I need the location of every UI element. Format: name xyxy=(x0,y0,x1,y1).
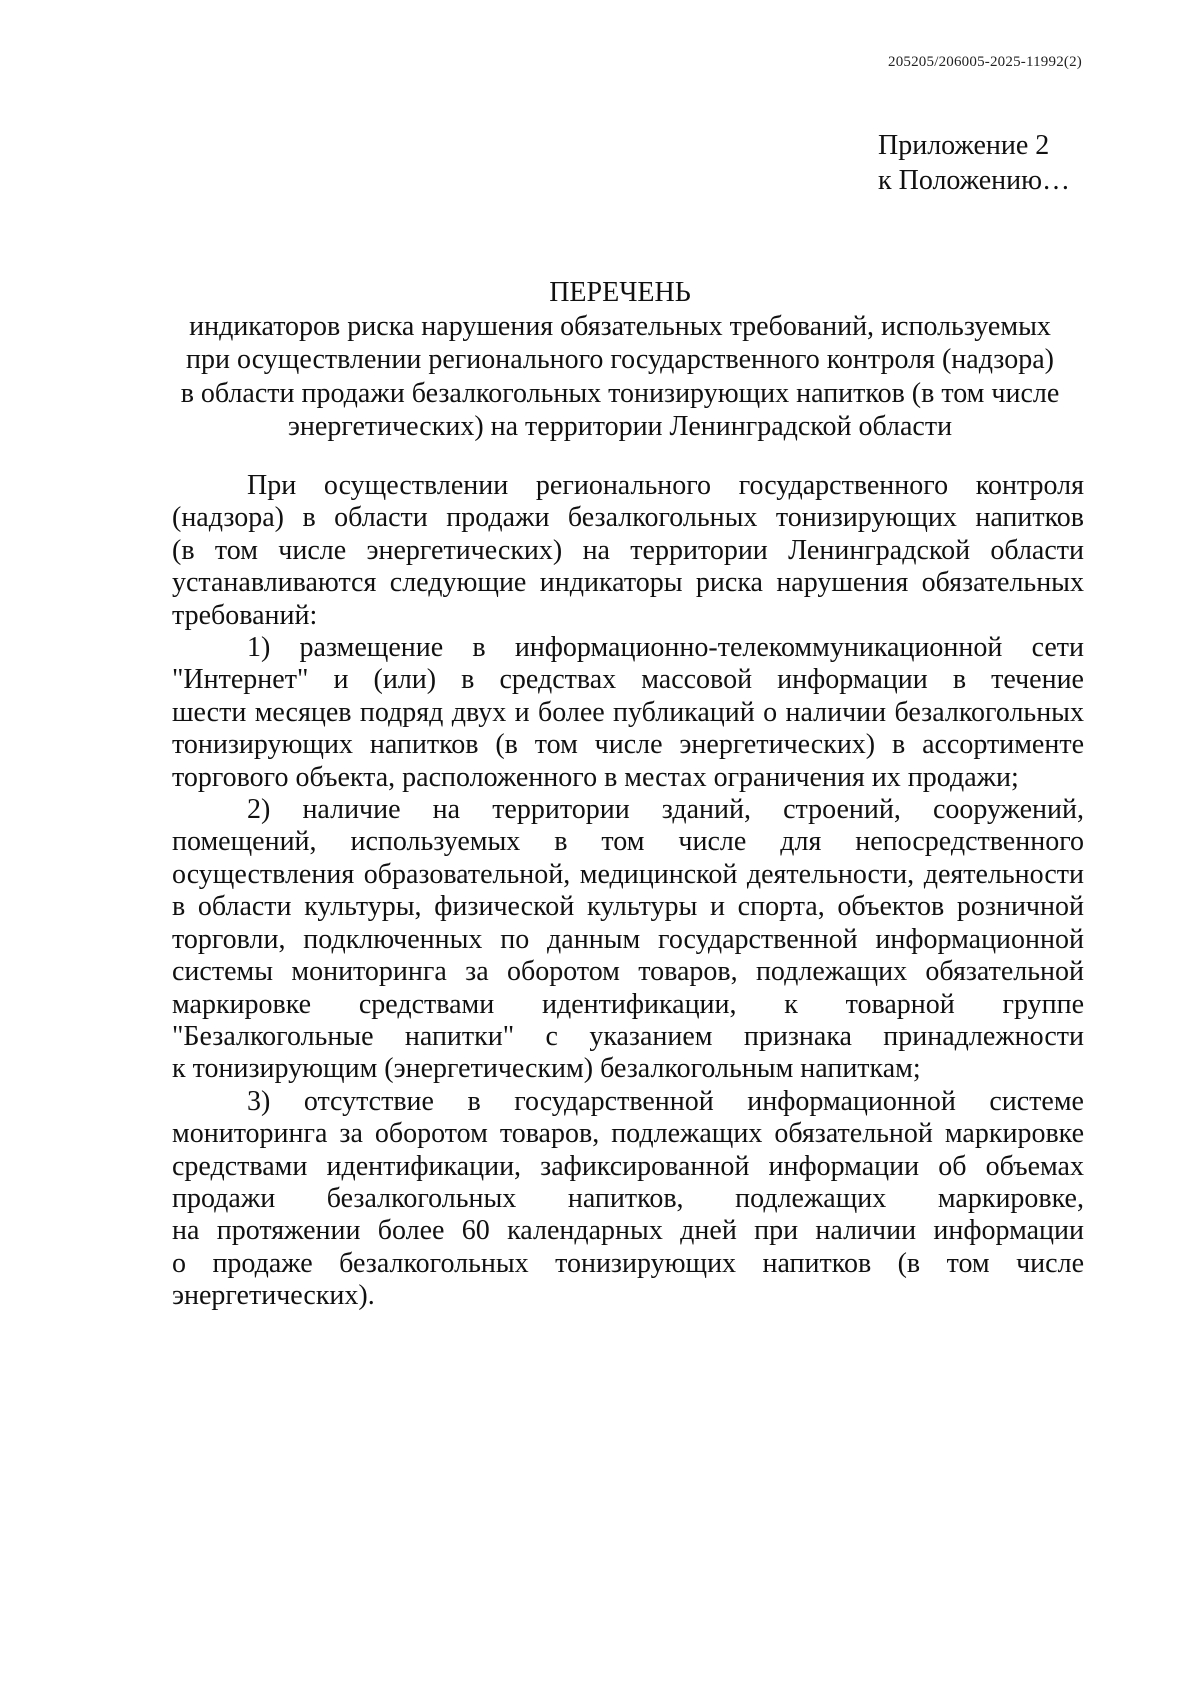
body-line: (в том числе энергетических) на территории Ленинградской области xyxy=(172,534,1084,566)
document-subtitle xyxy=(120,310,1120,444)
body-line: требований: xyxy=(172,599,318,631)
subtitle-line: энергетических) на территории Ленинградской области xyxy=(287,411,953,442)
document-body xyxy=(172,470,1084,1313)
body-line: осуществления образовательной, медицинской деятельности, деятельности xyxy=(172,858,1084,890)
body-line: 1) размещение в информационно-телекоммуникационной сети xyxy=(247,632,1084,664)
appendix-reference xyxy=(878,128,1070,198)
subtitle-line: в области продажи безалкогольных тонизирующих напитков (в том числе xyxy=(180,377,1060,409)
body-line: системы мониторинга за оборотом товаров, подлежащих обязательной xyxy=(172,956,1084,988)
body-line: (надзора) в области продажи безалкогольных тонизирующих напитков xyxy=(172,502,1084,534)
appendix-line-1: Приложение 2 xyxy=(878,130,1050,161)
body-line: При осуществлении регионального государственного контроля xyxy=(247,470,1084,501)
list-item-3 xyxy=(172,1086,1084,1313)
body-line: устанавливаются следующие индикаторы риска нарушения обязательных xyxy=(172,567,1084,599)
appendix-line-2: к Положению… xyxy=(878,165,1071,196)
body-line: на протяжении более 60 календарных дней при наличии информации xyxy=(172,1215,1084,1247)
body-line: 3) отсутствие в государственной информационной системе xyxy=(247,1085,1084,1117)
body-line: помещений, используемых в том числе для непосредственного xyxy=(172,826,1084,858)
body-line: в области культуры, физической культуры и спорта, объектов розничной xyxy=(172,891,1084,923)
body-line: энергетических). xyxy=(172,1280,375,1312)
list-item-2 xyxy=(172,794,1084,1086)
body-line: шести месяцев подряд двух и более публикаций о наличии безалкогольных xyxy=(172,696,1084,728)
document-heading xyxy=(120,276,1120,444)
body-line: средствами идентификации, зафиксированной информации об объемах xyxy=(172,1150,1084,1182)
body-line: мониторинга за оборотом товаров, подлежащих обязательной маркировке xyxy=(172,1118,1084,1150)
body-line: торгового объекта, расположенного в местах ограничения их продажи; xyxy=(172,761,1019,793)
document-title: ПЕРЕЧЕНЬ xyxy=(549,277,691,308)
list-item-1 xyxy=(172,632,1084,794)
body-line: 2) наличие на территории зданий, строений, сооружений, xyxy=(247,794,1084,826)
subtitle-line: при осуществлении регионального государственного контроля (надзора) xyxy=(186,344,1054,375)
intro-paragraph xyxy=(172,470,1084,632)
body-line: к тонизирующим (энергетическим) безалкогольным напиткам; xyxy=(172,1053,921,1085)
body-line: продажи безалкогольных напитков, подлежащих маркировке, xyxy=(172,1182,1084,1214)
body-line: "Интернет" и (или) в средствах массовой информации в течение xyxy=(172,664,1084,696)
subtitle-line: индикаторов риска нарушения обязательных требований, используемых xyxy=(189,310,1051,342)
document-registration-number: 205205/206005-2025-11992(2) xyxy=(888,54,1082,70)
body-line: маркировке средствами идентификации, к товарной группе xyxy=(172,988,1084,1020)
body-line: о продаже безалкогольных тонизирующих напитков (в том числе xyxy=(172,1247,1084,1279)
body-line: тонизирующих напитков (в том числе энергетических) в ассортименте xyxy=(172,729,1084,761)
body-line: торговли, подключенных по данным государственной информационной xyxy=(172,923,1084,955)
body-line: "Безалкогольные напитки" с указанием признака принадлежности xyxy=(172,1020,1084,1052)
